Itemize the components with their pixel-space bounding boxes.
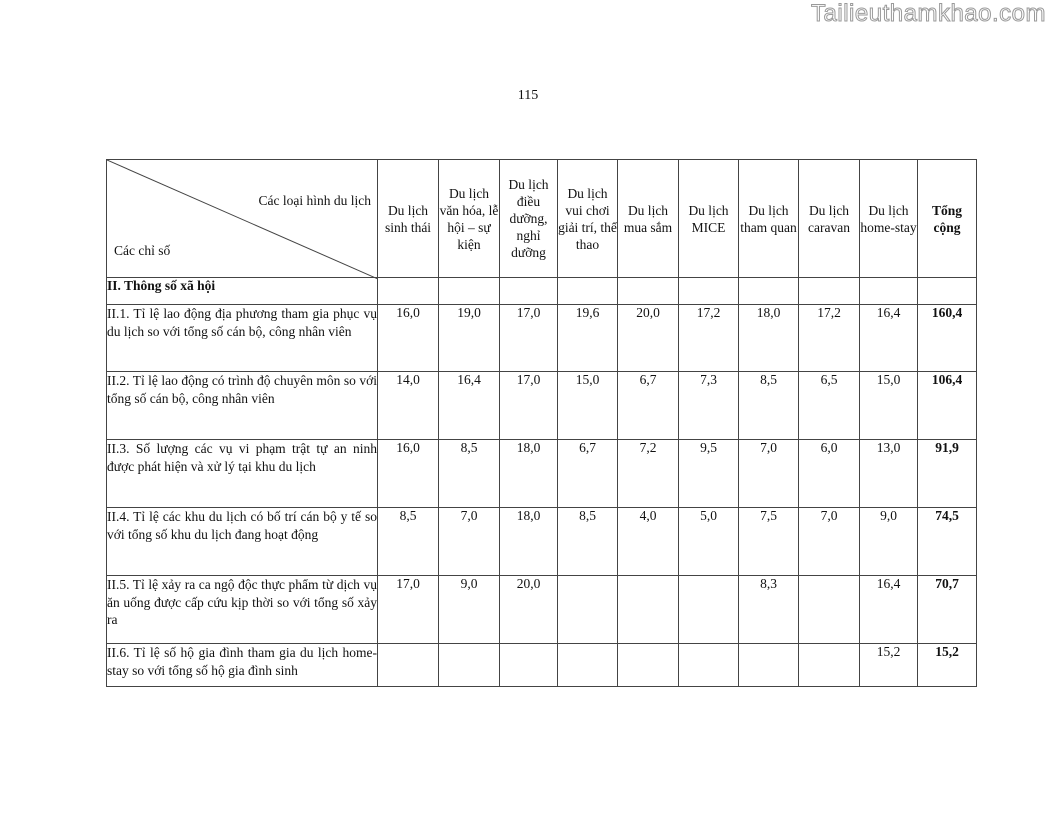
column-header: Du lịch điều dưỡng, nghỉ dưỡng <box>500 160 558 278</box>
value-cell: 7,2 <box>618 440 679 508</box>
value-cell: 16,4 <box>860 576 918 644</box>
indicator-label: II.2. Tỉ lệ lao động có trình độ chuyên môn so với tổng số cán bộ, công nhân viên <box>107 372 378 440</box>
value-cell <box>739 644 799 687</box>
column-header: Du lịch caravan <box>799 160 860 278</box>
value-cell <box>378 644 439 687</box>
value-cell: 16,4 <box>860 305 918 372</box>
value-cell: 19,0 <box>439 305 500 372</box>
value-cell: 7,0 <box>799 508 860 576</box>
table-row <box>107 644 977 687</box>
value-cell <box>558 576 618 644</box>
value-cell: 6,5 <box>799 372 860 440</box>
indicator-table <box>106 159 977 687</box>
page-number: 115 <box>517 88 539 103</box>
corner-top-label: Các loại hình du lịch <box>258 193 371 208</box>
value-cell <box>439 644 500 687</box>
value-cell: 18,0 <box>500 508 558 576</box>
value-cell: 8,5 <box>739 372 799 440</box>
total-value: 106,4 <box>918 372 977 440</box>
table-row <box>107 440 977 508</box>
value-cell: 13,0 <box>860 440 918 508</box>
watermark: Tailieuthamkhao.com <box>811 0 1046 27</box>
value-cell: 15,0 <box>558 372 618 440</box>
total-value: 15,2 <box>918 644 977 687</box>
value-cell: 16,0 <box>378 440 439 508</box>
section-row <box>107 278 977 305</box>
total-value: 74,5 <box>918 508 977 576</box>
table-row <box>107 576 977 644</box>
value-cell <box>799 644 860 687</box>
value-cell: 17,2 <box>679 305 739 372</box>
value-cell: 18,0 <box>739 305 799 372</box>
value-cell <box>679 576 739 644</box>
value-cell: 18,0 <box>500 440 558 508</box>
value-cell <box>618 644 679 687</box>
total-value: 70,7 <box>918 576 977 644</box>
column-header: Du lịch home-stay <box>860 160 918 278</box>
value-cell: 6,7 <box>558 440 618 508</box>
value-cell: 20,0 <box>500 576 558 644</box>
value-cell: 7,0 <box>739 440 799 508</box>
value-cell: 8,5 <box>558 508 618 576</box>
value-cell <box>799 576 860 644</box>
value-cell: 4,0 <box>618 508 679 576</box>
value-cell <box>500 644 558 687</box>
table-row <box>107 305 977 372</box>
column-header: Du lịch MICE <box>679 160 739 278</box>
indicator-label: II.4. Tỉ lệ các khu du lịch có bố trí cán bộ y tế so với tổng số khu du lịch đang hoạt động <box>107 508 378 576</box>
value-cell: 8,3 <box>739 576 799 644</box>
indicator-label: II.1. Tỉ lệ lao động địa phương tham gia phục vụ du lịch so với tổng số cán bộ, công nhân viên <box>107 305 378 372</box>
value-cell: 15,2 <box>860 644 918 687</box>
value-cell <box>558 644 618 687</box>
value-cell: 20,0 <box>618 305 679 372</box>
section-title: II. Thông số xã hội <box>107 278 378 305</box>
value-cell: 6,0 <box>799 440 860 508</box>
value-cell: 8,5 <box>378 508 439 576</box>
value-cell: 15,0 <box>860 372 918 440</box>
diagonal-divider <box>107 160 378 279</box>
value-cell: 9,0 <box>860 508 918 576</box>
value-cell: 19,6 <box>558 305 618 372</box>
value-cell <box>618 576 679 644</box>
column-header: Du lịch văn hóa, lễ hội – sự kiện <box>439 160 500 278</box>
column-header: Du lịch sinh thái <box>378 160 439 278</box>
value-cell: 17,0 <box>500 305 558 372</box>
value-cell: 16,4 <box>439 372 500 440</box>
value-cell: 5,0 <box>679 508 739 576</box>
value-cell: 9,0 <box>439 576 500 644</box>
corner-header-cell <box>107 160 378 278</box>
value-cell: 8,5 <box>439 440 500 508</box>
value-cell: 9,5 <box>679 440 739 508</box>
indicator-label: II.3. Số lượng các vụ vi phạm trật tự an ninh được phát hiện và xử lý tại khu du lịch <box>107 440 378 508</box>
table-body <box>107 305 977 687</box>
value-cell: 7,0 <box>439 508 500 576</box>
value-cell: 17,0 <box>378 576 439 644</box>
total-column-header: Tổng cộng <box>918 160 977 278</box>
value-cell: 17,2 <box>799 305 860 372</box>
total-value: 160,4 <box>918 305 977 372</box>
indicator-label: II.6. Tỉ lệ số hộ gia đình tham gia du lịch home-stay so với tổng số hộ gia đình sinh <box>107 644 378 687</box>
table-row <box>107 508 977 576</box>
value-cell: 17,0 <box>500 372 558 440</box>
column-header: Du lịch mua sắm <box>618 160 679 278</box>
header-row <box>107 160 977 278</box>
value-cell <box>679 644 739 687</box>
column-header: Du lịch vui chơi giải trí, thể thao <box>558 160 618 278</box>
total-value: 91,9 <box>918 440 977 508</box>
indicator-label: II.5. Tỉ lệ xảy ra ca ngộ độc thực phẩm từ dịch vụ ăn uống được cấp cứu kịp thời so với tổng số xảy ra <box>107 576 378 644</box>
value-cell: 6,7 <box>618 372 679 440</box>
table-row <box>107 372 977 440</box>
value-cell: 16,0 <box>378 305 439 372</box>
value-cell: 7,3 <box>679 372 739 440</box>
corner-bottom-label: Các chỉ số <box>114 243 171 258</box>
value-cell: 7,5 <box>739 508 799 576</box>
value-cell: 14,0 <box>378 372 439 440</box>
column-header: Du lịch tham quan <box>739 160 799 278</box>
